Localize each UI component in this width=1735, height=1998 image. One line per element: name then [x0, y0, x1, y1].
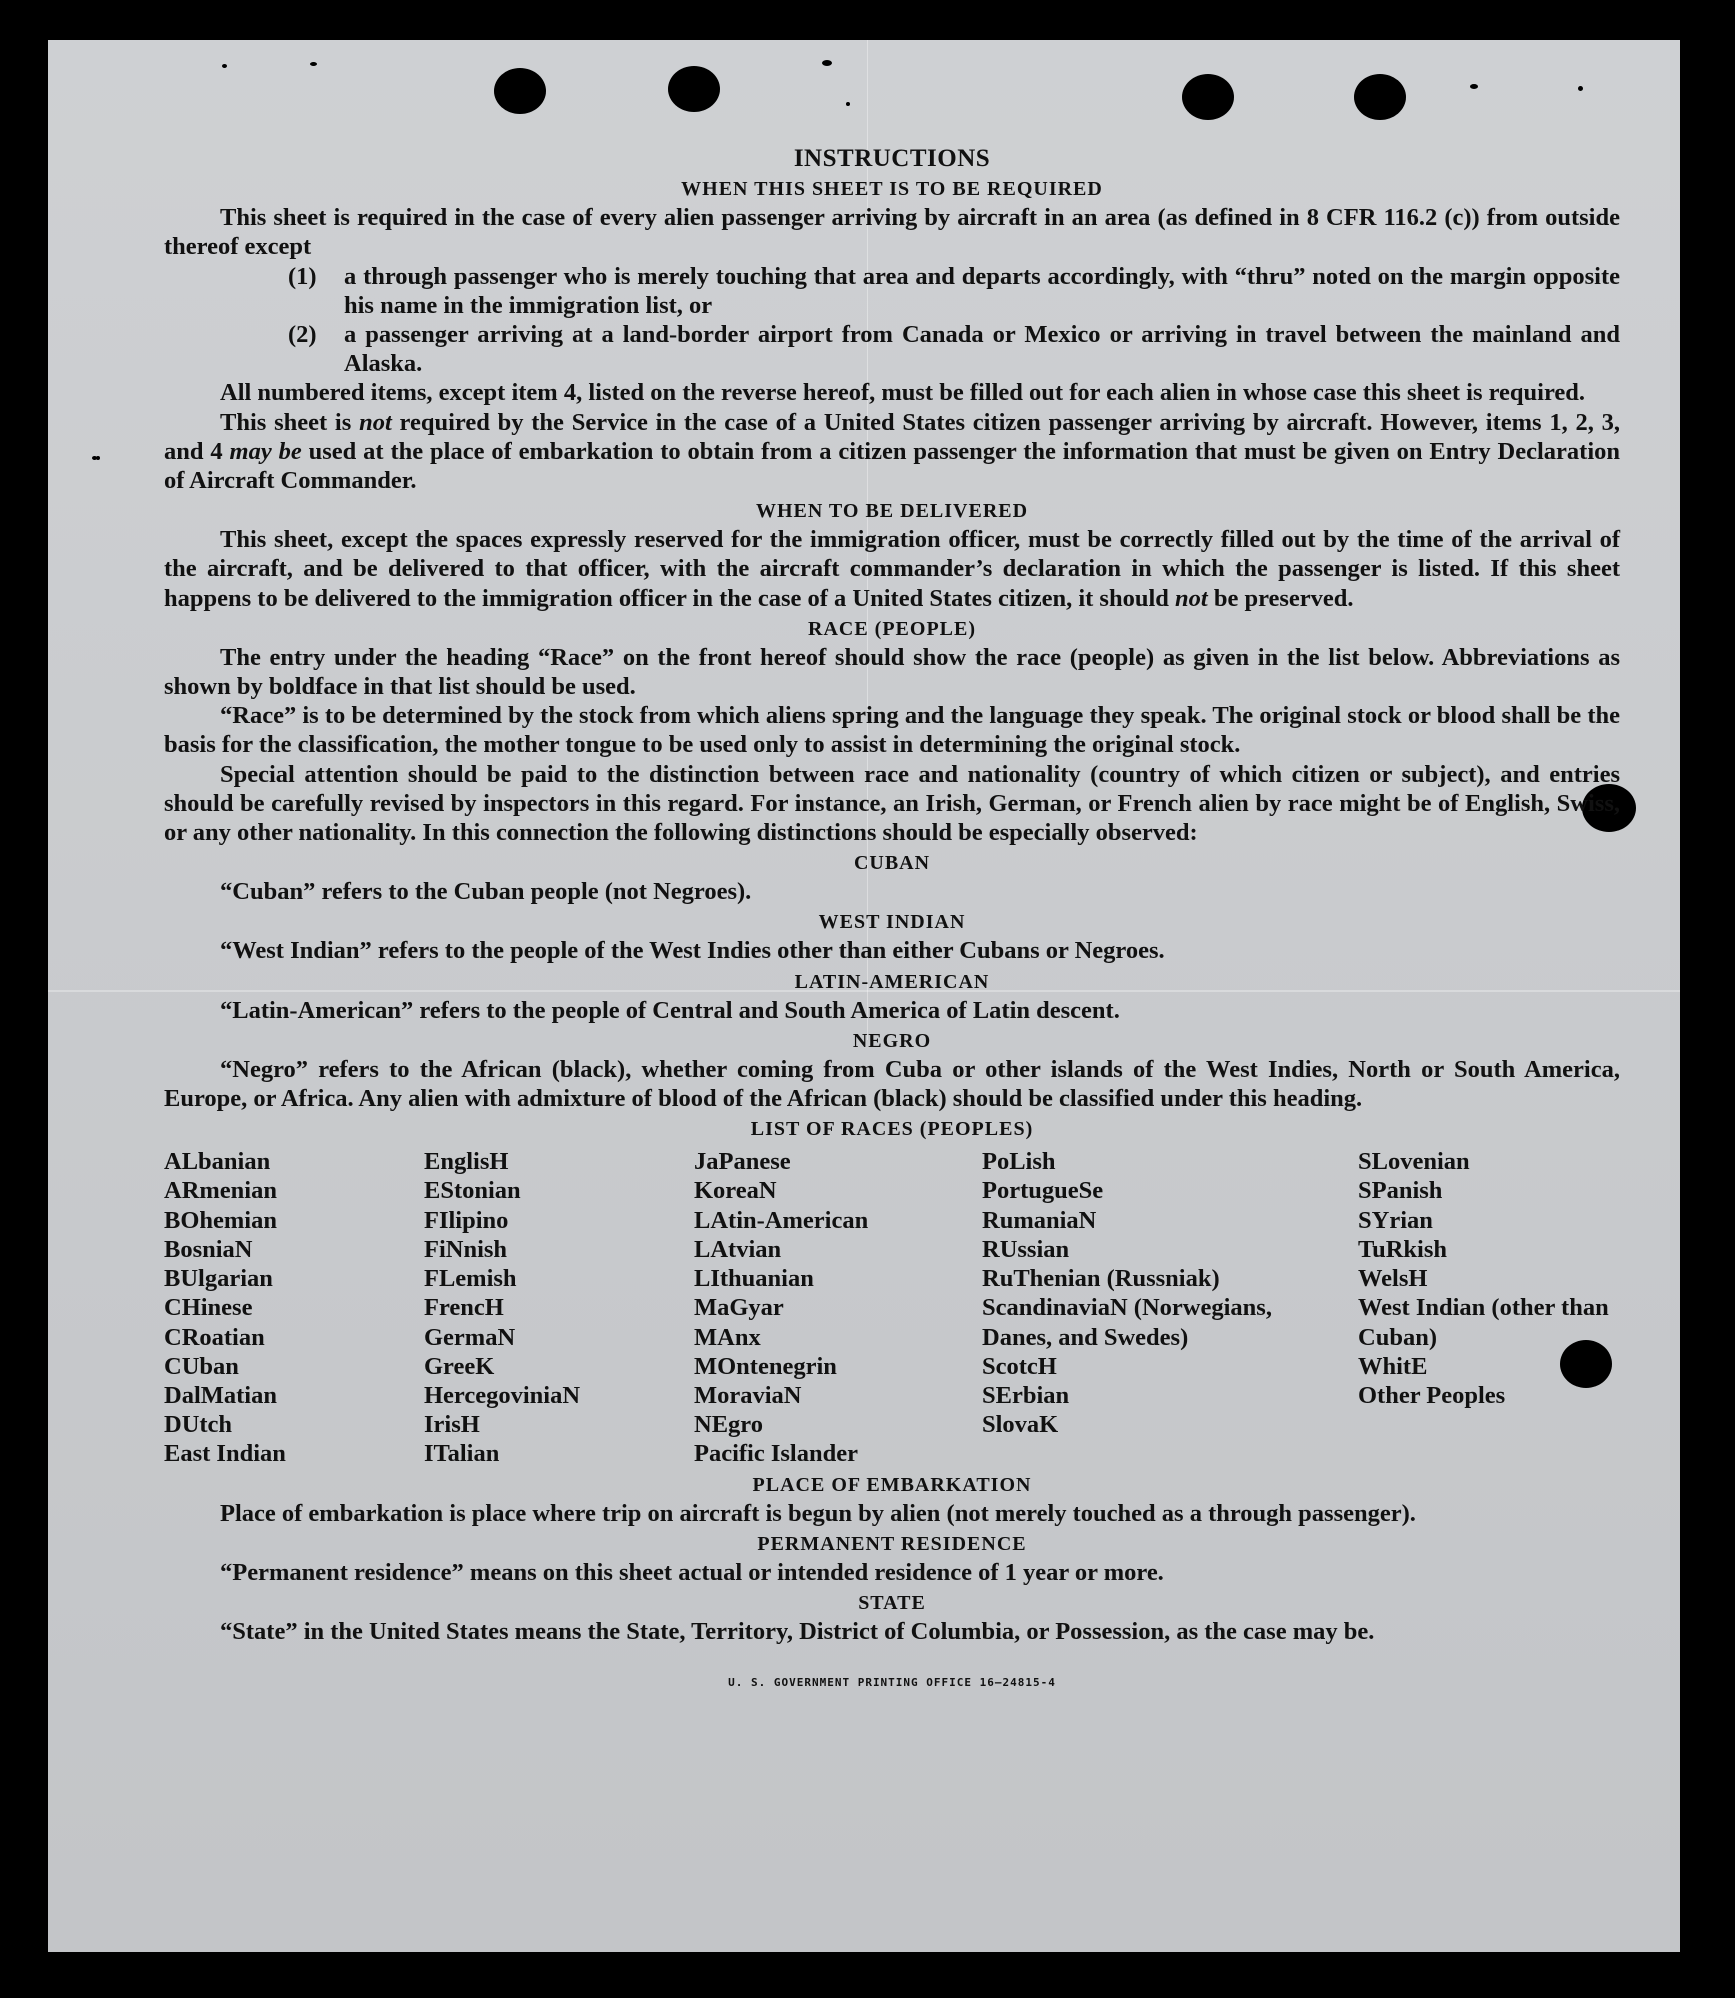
race-paragraph-2: “Race” is to be determined by the stock from which aliens spring and the language they speak. The original stock or blood shall be the basis for the classification, the mother tongue to be used only to assist in determining the original stock.: [164, 702, 1620, 759]
race-entry: FiNnish: [424, 1235, 508, 1263]
delivered-text-a: This sheet, except the spaces expressly reserved for the immigration officer, must be correctly filled out by the time of the arrival of the aircraft, and be delivered to that officer, with the aircraft commander’s declaration in which the passenger is listed. If this sheet happens to be delivered to the immigration officer in the case of a United States citizen, it should: [164, 526, 1620, 612]
page-title: INSTRUCTIONS: [793, 145, 991, 172]
heading-residence: PERMANENT RESIDENCE: [757, 1532, 1027, 1555]
embarkation-text: Place of embarkation is place where trip on aircraft is begun by alien (not merely touched as a through passenger).: [220, 1499, 1416, 1527]
race-entry: ALbanian: [164, 1148, 271, 1176]
race-entry: IrisH: [424, 1411, 480, 1439]
race-paragraph-1: The entry under the heading “Race” on the front hereof should show the race (people) as given in the list below. Abbreviations as shown by boldface in that list should be used.: [164, 643, 1620, 701]
speck: [1578, 86, 1583, 91]
speck: [1470, 84, 1478, 89]
speck: [222, 64, 227, 68]
west-indian-text: “West Indian” refers to the people of the West Indies other than either Cubans or Negroes.: [220, 937, 1165, 965]
race-entry: MOntenegrin: [694, 1352, 837, 1380]
cuban-text: “Cuban” refers to the Cuban people (not Negroes).: [220, 878, 752, 906]
race-entry: TuRkish: [1358, 1235, 1448, 1263]
delivered-text-not: not: [1175, 584, 1208, 612]
race-entry: GermaN: [424, 1323, 516, 1351]
race-entry: FIlipino: [424, 1206, 509, 1234]
race-paragraph-3: Special attention should be paid to the distinction between race and nationality (country of which citizen or subject), and entries should be carefully revised by inspectors in this regard. For instance, an Irish, German, or French alien by race might be of English, Swiss, or any other nationality. In this connection the following distinctions should be especially observed:: [164, 760, 1620, 847]
negro-text: “Negro” refers to the African (black), whether coming from Cuba or other islands of the West Indies, North or South America, Europe, or Africa. Any alien with admixture of blood of the African (black) should be classified under this heading.: [164, 1055, 1620, 1113]
race-entry: BUlgarian: [164, 1265, 273, 1293]
heading-cuban: CUBAN: [853, 852, 931, 875]
heading-when-required: WHEN THIS SHEET IS TO BE REQUIRED: [681, 178, 1103, 201]
speck: [96, 456, 100, 460]
instructions-content: [164, 100, 1620, 1697]
race-entry: SPanish: [1358, 1177, 1443, 1205]
race-entry: EStonian: [424, 1177, 521, 1205]
residence-text: “Permanent residence” means on this sheet actual or intended residence of 1 year or more.: [220, 1558, 1164, 1586]
exception-item-1: [288, 262, 1620, 320]
race-entry: KoreaN: [694, 1177, 777, 1205]
numbered-items-paragraph: All numbered items, except item 4, listed on the reverse hereof, must be filled out for each alien in whose case this sheet is required.: [220, 379, 1586, 407]
race-entry: EnglisH: [424, 1148, 509, 1176]
race-entry: MoraviaN: [694, 1381, 802, 1409]
race-entry: JaPanese: [694, 1148, 791, 1176]
exception-item-number: (2): [288, 321, 317, 349]
races-list: [164, 1147, 1620, 1468]
race-entry: FrencH: [424, 1294, 504, 1322]
citizen-text-not: not: [359, 408, 392, 436]
race-entry: RumaniaN: [982, 1206, 1097, 1234]
when-required-intro: This sheet is required in the case of every alien passenger arriving by aircraft in an area (as defined in 8 CFR 116.2 (c)) from outside thereof except: [164, 204, 1620, 261]
heading-state: STATE: [858, 1591, 926, 1614]
race-entry: LAtin-American: [694, 1206, 869, 1234]
race-entry: ITalian: [424, 1440, 500, 1468]
race-entry: MAnx: [694, 1323, 761, 1351]
heading-race: RACE (PEOPLE): [808, 617, 976, 640]
races-column-4: [982, 1147, 1358, 1468]
citizen-text-maybe: may be: [229, 437, 302, 465]
races-column-1: [164, 1147, 424, 1468]
exception-item-text: a passenger arriving at a land-border airport from Canada or Mexico or arriving in travel between the mainland and Alaska.: [344, 321, 1620, 378]
races-column-2: [424, 1147, 694, 1468]
race-entry: SlovaK: [982, 1411, 1059, 1439]
race-entry: DalMatian: [164, 1381, 277, 1409]
races-column-3: [694, 1147, 982, 1468]
heading-embarkation: PLACE OF EMBARKATION: [752, 1473, 1032, 1496]
heading-when-delivered: WHEN TO BE DELIVERED: [755, 500, 1029, 523]
state-text: “State” in the United States means the State, Territory, District of Columbia, or Possession, as the case may be.: [220, 1617, 1375, 1645]
race-entry: WelsH: [1358, 1265, 1428, 1293]
race-entry: SErbian: [982, 1381, 1070, 1409]
speck: [310, 62, 317, 66]
race-entry: HercegoviniaN: [424, 1381, 581, 1409]
race-entry: PoLish: [982, 1148, 1056, 1176]
race-entry: GreeK: [424, 1352, 495, 1380]
heading-latin-american: LATIN-AMERICAN: [794, 970, 990, 993]
races-column-5: [1358, 1147, 1620, 1468]
race-entry: ScotcH: [982, 1352, 1057, 1380]
race-entry: Other Peoples: [1358, 1381, 1506, 1409]
heading-negro: NEGRO: [852, 1029, 932, 1052]
race-entry: NEgro: [694, 1411, 763, 1439]
race-entry: LAtvian: [694, 1235, 782, 1263]
race-entry: SLovenian: [1358, 1148, 1470, 1176]
race-entry: BOhemian: [164, 1206, 277, 1234]
exception-item-number: (1): [288, 262, 317, 290]
when-delivered-paragraph: [164, 525, 1620, 613]
delivered-text-b: be preserved.: [1213, 584, 1354, 612]
citizen-text-b: required by the Service in the case of a United States citizen passenger arriving by aircraft. However, items 1, 2, 3, and 4: [164, 408, 1621, 465]
race-entry: FLemish: [424, 1265, 517, 1293]
printing-office-footer: U. S. GOVERNMENT PRINTING OFFICE 16—24815-4: [728, 1676, 1056, 1690]
latin-american-text: “Latin-American” refers to the people of Central and South America of Latin descent.: [220, 996, 1120, 1024]
exception-item-text: a through passenger who is merely touching that area and departs accordingly, with “thru” noted on the margin opposite his name in the immigration list, or: [344, 262, 1620, 319]
exception-item-2: [288, 320, 1620, 378]
speck: [822, 60, 832, 66]
race-entry: BosniaN: [164, 1235, 253, 1263]
race-entry: MaGyar: [694, 1294, 784, 1322]
race-entry: East Indian: [164, 1440, 286, 1468]
heading-list-of-races: LIST OF RACES (PEOPLES): [750, 1118, 1034, 1141]
race-entry: CHinese: [164, 1294, 253, 1322]
race-entry: RuThenian (Russniak): [982, 1265, 1220, 1293]
race-entry: CRoatian: [164, 1323, 265, 1351]
race-entry: RUssian: [982, 1235, 1070, 1263]
citizen-text-a: This sheet is: [220, 408, 352, 436]
race-entry: SYrian: [1358, 1206, 1433, 1234]
race-entry: ScandinaviaN (Norwegians, Danes, and Swedes): [982, 1294, 1272, 1351]
race-entry: PortugueSe: [982, 1177, 1104, 1205]
citizen-text-c: used at the place of embarkation to obtain from a citizen passenger the information that must be given on Entry Declaration of Aircraft Commander.: [164, 437, 1621, 495]
race-entry: West Indian (other than Cuban): [1358, 1294, 1609, 1351]
citizen-paragraph: [164, 408, 1620, 496]
race-entry: Pacific Islander: [694, 1440, 858, 1468]
race-entry: LIthuanian: [694, 1265, 814, 1293]
heading-west-indian: WEST INDIAN: [818, 911, 966, 934]
race-entry: ARmenian: [164, 1177, 277, 1205]
race-entry: CUban: [164, 1352, 239, 1380]
race-entry: WhitE: [1358, 1352, 1428, 1380]
race-entry: DUtch: [164, 1411, 233, 1439]
